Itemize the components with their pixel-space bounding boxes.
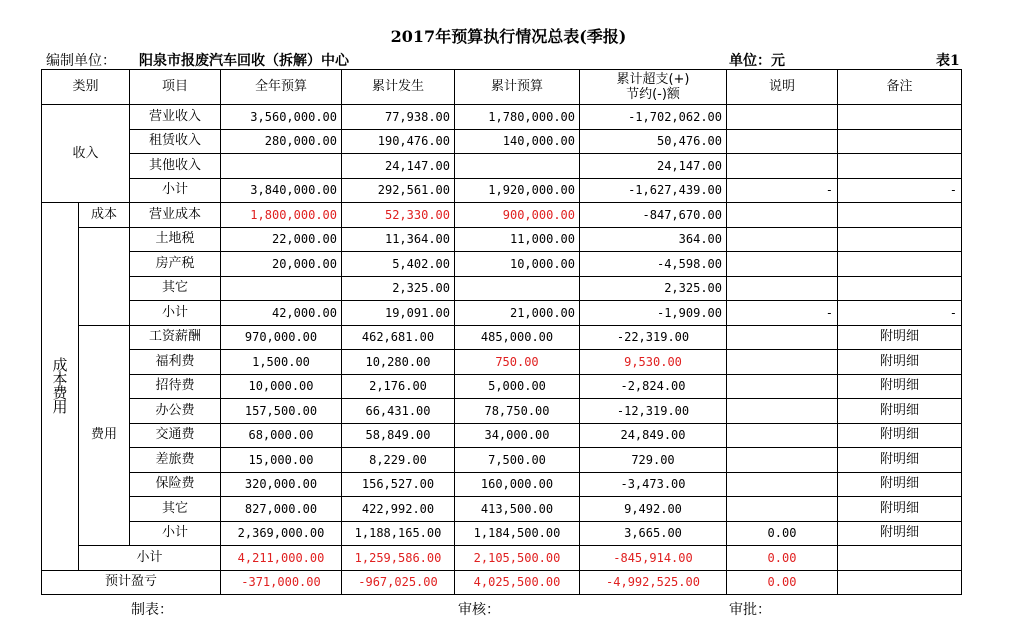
cell-diff: -4,992,525.00 [580, 570, 727, 595]
cell-annual: 320,000.00 [221, 472, 342, 497]
col-header-remark: 备注 [838, 70, 962, 105]
cell-diff: -847,670.00 [580, 203, 727, 228]
cell-diff: -1,702,062.00 [580, 105, 727, 130]
cell-explain [727, 227, 838, 252]
cell-explain [727, 252, 838, 277]
col-header-category: 类别 [42, 70, 130, 105]
table-row [42, 325, 962, 350]
cell-budget: 10,000.00 [455, 252, 580, 277]
footer-prepared: 制表： [131, 602, 173, 618]
cell-annual: 157,500.00 [221, 399, 342, 424]
cell-remark: - [838, 178, 962, 203]
cell-annual: -371,000.00 [221, 570, 342, 595]
cell-diff: 24,849.00 [580, 423, 727, 448]
cell-item: 小计 [79, 546, 221, 571]
cell-actual: -967,025.00 [342, 570, 455, 595]
unit-label: 编制单位： [46, 53, 116, 69]
cell-annual: 3,560,000.00 [221, 105, 342, 130]
cell-annual [221, 154, 342, 179]
cell-budget: 485,000.00 [455, 325, 580, 350]
table-row [42, 374, 962, 399]
header-row [42, 70, 962, 105]
table-row [42, 178, 962, 203]
cell-explain [727, 374, 838, 399]
cell-diff: -4,598.00 [580, 252, 727, 277]
cell-budget: 1,780,000.00 [455, 105, 580, 130]
cell-diff: 9,530.00 [580, 350, 727, 375]
col-header-actual: 累计发生 [342, 70, 455, 105]
budget-table [41, 69, 962, 595]
cell-budget: 5,000.00 [455, 374, 580, 399]
col-header-explanation: 说明 [727, 70, 838, 105]
cell-diff: -22,319.00 [580, 325, 727, 350]
cell-remark: 附明细 [838, 423, 962, 448]
cell-explain: 0.00 [727, 570, 838, 595]
col-header-diff-line2: 节约(-)额 [626, 87, 680, 102]
cell-item: 小计 [130, 301, 221, 326]
cell-budget: 750.00 [455, 350, 580, 375]
cell-actual: 190,476.00 [342, 129, 455, 154]
cell-explain: 0.00 [727, 546, 838, 571]
cell-budget: 160,000.00 [455, 472, 580, 497]
cell-remark: 附明细 [838, 350, 962, 375]
cell-item: 营业成本 [130, 203, 221, 228]
footer-reviewed: 审核： [458, 602, 500, 618]
cell-item: 办公费 [130, 399, 221, 424]
cell-remark [838, 203, 962, 228]
cell-annual: 4,211,000.00 [221, 546, 342, 571]
cell-remark: 附明细 [838, 521, 962, 546]
cell-diff: 9,492.00 [580, 497, 727, 522]
group-cost-expense [42, 203, 79, 571]
report-title: 2017年预算执行情况总表(季报) [390, 27, 627, 46]
cell-remark: 附明细 [838, 399, 962, 424]
table-row [42, 154, 962, 179]
cell-budget: 413,500.00 [455, 497, 580, 522]
table-row [42, 105, 962, 130]
table-number: 表1 [936, 53, 960, 69]
cell-diff: 24,147.00 [580, 154, 727, 179]
cell-diff: -1,909.00 [580, 301, 727, 326]
cell-annual: 68,000.00 [221, 423, 342, 448]
cell-remark: 附明细 [838, 472, 962, 497]
cell-remark [838, 546, 962, 571]
cell-actual: 8,229.00 [342, 448, 455, 473]
col-header-diff [580, 70, 727, 105]
cell-annual: 22,000.00 [221, 227, 342, 252]
cell-item: 租赁收入 [130, 129, 221, 154]
table-row [42, 472, 962, 497]
cell-item: 招待费 [130, 374, 221, 399]
cell-annual: 3,840,000.00 [221, 178, 342, 203]
cell-diff: 364.00 [580, 227, 727, 252]
cell-annual: 2,369,000.00 [221, 521, 342, 546]
cell-budget: 34,000.00 [455, 423, 580, 448]
table-row [42, 301, 962, 326]
cell-item: 其它 [130, 276, 221, 301]
cell-annual: 42,000.00 [221, 301, 342, 326]
cell-budget [455, 276, 580, 301]
group-income: 收入 [42, 105, 130, 203]
group-expense: 费用 [79, 325, 130, 546]
cell-remark: 附明细 [838, 497, 962, 522]
cell-annual: 20,000.00 [221, 252, 342, 277]
table-row [42, 129, 962, 154]
cell-diff: -1,627,439.00 [580, 178, 727, 203]
cell-actual: 5,402.00 [342, 252, 455, 277]
cell-item: 营业收入 [130, 105, 221, 130]
table-row [42, 399, 962, 424]
cell-item: 小计 [130, 521, 221, 546]
cell-diff: -2,824.00 [580, 374, 727, 399]
table-row [42, 546, 962, 571]
cell-item: 福利费 [130, 350, 221, 375]
group-char: 本 [52, 370, 68, 389]
cell-actual: 462,681.00 [342, 325, 455, 350]
cell-explain: - [727, 178, 838, 203]
cell-explain [727, 448, 838, 473]
col-header-diff-line1: 累计超支(+) [616, 72, 690, 87]
cell-budget: 11,000.00 [455, 227, 580, 252]
cell-annual: 970,000.00 [221, 325, 342, 350]
cell-budget [455, 154, 580, 179]
cell-annual: 10,000.00 [221, 374, 342, 399]
col-header-budget: 累计预算 [455, 70, 580, 105]
cell-explain [727, 350, 838, 375]
cell-diff: 3,665.00 [580, 521, 727, 546]
cell-actual: 292,561.00 [342, 178, 455, 203]
cell-item: 工资薪酬 [130, 325, 221, 350]
table-row [42, 570, 962, 595]
cell-remark [838, 105, 962, 130]
cell-actual: 58,849.00 [342, 423, 455, 448]
table-row [42, 448, 962, 473]
cell-explain [727, 399, 838, 424]
cell-item: 房产税 [130, 252, 221, 277]
cell-actual: 2,176.00 [342, 374, 455, 399]
cell-diff: -845,914.00 [580, 546, 727, 571]
cell-annual: 1,500.00 [221, 350, 342, 375]
table-row [42, 203, 962, 228]
cell-explain [727, 472, 838, 497]
cell-diff: 729.00 [580, 448, 727, 473]
table-row [42, 521, 962, 546]
cell-actual: 156,527.00 [342, 472, 455, 497]
cell-actual: 2,325.00 [342, 276, 455, 301]
cell-annual [221, 276, 342, 301]
group-char: 成 [52, 356, 68, 375]
cell-budget: 1,184,500.00 [455, 521, 580, 546]
cell-diff: -12,319.00 [580, 399, 727, 424]
cell-explain: - [727, 301, 838, 326]
cell-remark: 附明细 [838, 325, 962, 350]
cell-explain [727, 105, 838, 130]
cell-remark: - [838, 301, 962, 326]
col-header-item: 项目 [130, 70, 221, 105]
cell-remark [838, 252, 962, 277]
cell-remark [838, 129, 962, 154]
col-header-annual: 全年预算 [221, 70, 342, 105]
cell-explain [727, 276, 838, 301]
cell-explain [727, 154, 838, 179]
table-row [42, 276, 962, 301]
cell-budget: 78,750.00 [455, 399, 580, 424]
cell-actual: 422,992.00 [342, 497, 455, 522]
cell-actual: 1,259,586.00 [342, 546, 455, 571]
cell-budget: 900,000.00 [455, 203, 580, 228]
cell-explain [727, 325, 838, 350]
cell-explain: 0.00 [727, 521, 838, 546]
cell-actual: 24,147.00 [342, 154, 455, 179]
cell-diff: 2,325.00 [580, 276, 727, 301]
cell-diff: 50,476.00 [580, 129, 727, 154]
cell-actual: 52,330.00 [342, 203, 455, 228]
table-row [42, 497, 962, 522]
cell-annual: 15,000.00 [221, 448, 342, 473]
footer-approved: 审批： [729, 602, 771, 618]
cell-item: 其它 [130, 497, 221, 522]
unit-value: 阳泉市报废汽车回收（拆解）中心 [139, 53, 349, 69]
table-row [42, 350, 962, 375]
group-char: 用 [52, 398, 68, 417]
cell-explain [727, 203, 838, 228]
cell-budget: 7,500.00 [455, 448, 580, 473]
cell-item: 土地税 [130, 227, 221, 252]
cell-budget: 1,920,000.00 [455, 178, 580, 203]
group-char: 费 [52, 384, 68, 403]
cell-remark [838, 154, 962, 179]
cell-item: 保险费 [130, 472, 221, 497]
group-profit: 预计盈亏 [42, 570, 221, 595]
cell-item: 其他收入 [130, 154, 221, 179]
cell-annual: 280,000.00 [221, 129, 342, 154]
cell-explain [727, 423, 838, 448]
cell-annual: 827,000.00 [221, 497, 342, 522]
group-tax-blank [79, 227, 130, 325]
cell-annual: 1,800,000.00 [221, 203, 342, 228]
cell-actual: 1,188,165.00 [342, 521, 455, 546]
table-row [42, 423, 962, 448]
cell-item: 差旅费 [130, 448, 221, 473]
cell-remark: 附明细 [838, 448, 962, 473]
cell-budget: 21,000.00 [455, 301, 580, 326]
currency-label: 单位：元 [729, 53, 785, 69]
cell-diff: -3,473.00 [580, 472, 727, 497]
cell-budget: 4,025,500.00 [455, 570, 580, 595]
cell-actual: 19,091.00 [342, 301, 455, 326]
cell-item: 交通费 [130, 423, 221, 448]
table-row [42, 252, 962, 277]
cell-budget: 2,105,500.00 [455, 546, 580, 571]
cell-budget: 140,000.00 [455, 129, 580, 154]
cell-actual: 66,431.00 [342, 399, 455, 424]
cell-explain [727, 129, 838, 154]
cell-actual: 10,280.00 [342, 350, 455, 375]
cell-remark [838, 227, 962, 252]
cell-actual: 11,364.00 [342, 227, 455, 252]
cell-actual: 77,938.00 [342, 105, 455, 130]
cell-remark [838, 276, 962, 301]
cell-item: 小计 [130, 178, 221, 203]
table-row [42, 227, 962, 252]
cell-explain [727, 497, 838, 522]
cell-remark [838, 570, 962, 595]
cell-remark: 附明细 [838, 374, 962, 399]
group-cost: 成本 [79, 203, 130, 228]
